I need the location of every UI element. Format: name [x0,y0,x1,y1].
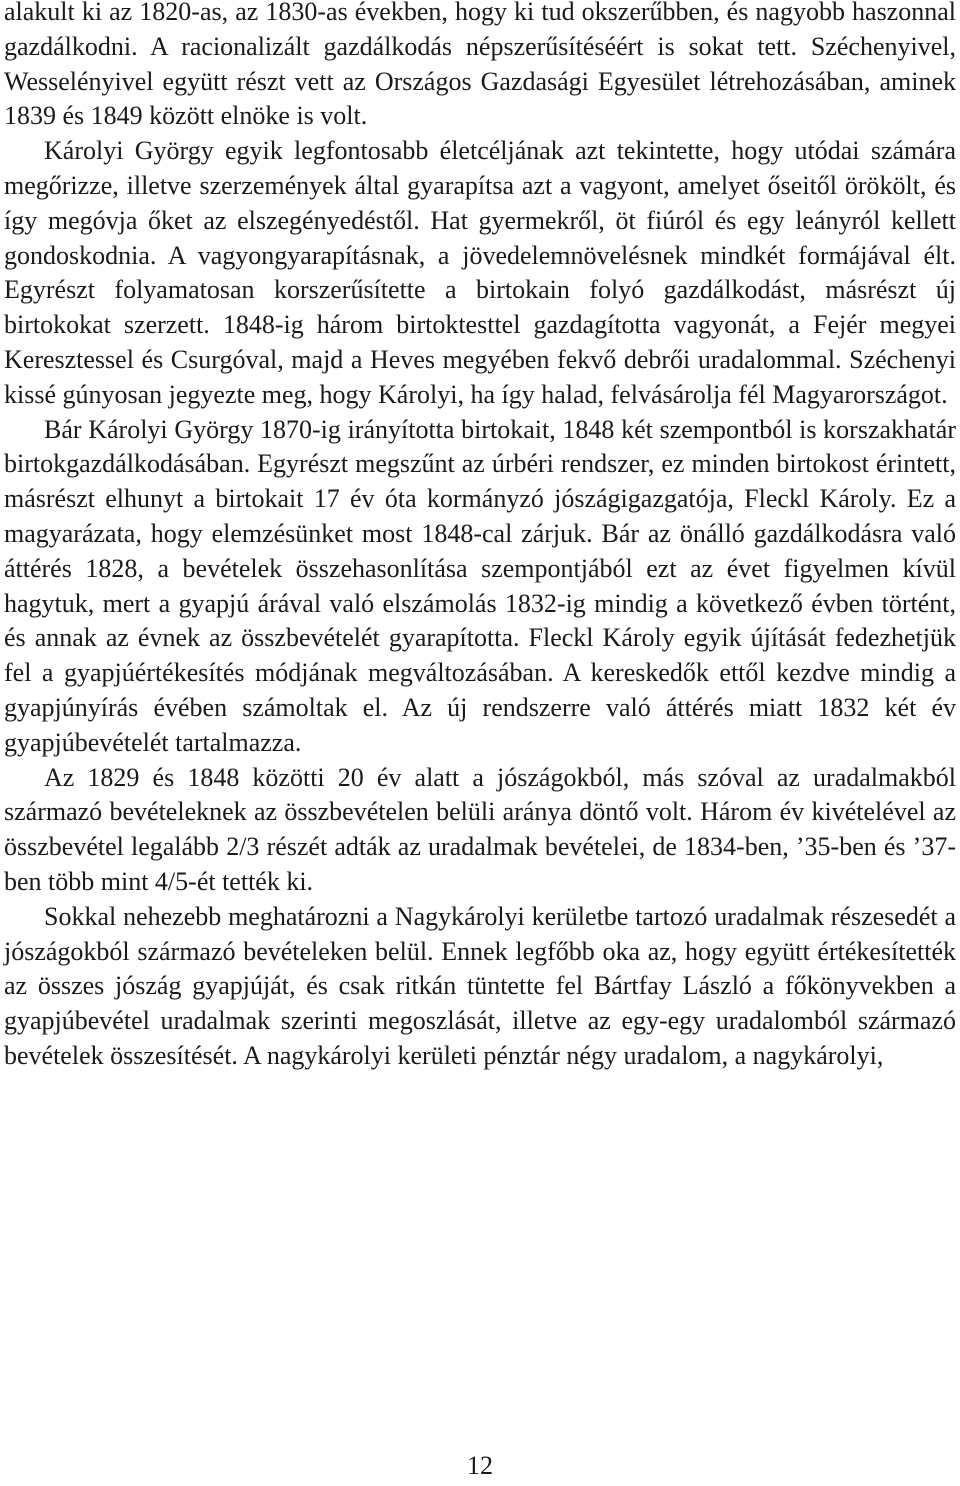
paragraph-4: Az 1829 és 1848 közötti 20 év alatt a jószágokból, más szóval az uradalmakból származó bevételeknek az összbevételen belüli aránya döntő volt. Három év kivételével az összbevétel legalább 2/3 részét adták az uradalmak bevételei, de 1834-ben, ’35-ben és ’37-ben több mint 4/5-ét tették ki. [4,762,956,896]
page-number: 12 [467,1451,493,1480]
paragraph-5: Sokkal nehezebb meghatározni a Nagykárolyi kerületbe tartozó uradalmak részesedét a jószágokból származó bevételeken belül. Ennek legfőbb oka az, hogy együtt értékesítették az összes jószág gyapjúját, és csak ritkán tüntette fel Bártfay László a főkönyvekben a gyapjúbevétel uradalmak szerinti megoszlását, illetve az egy-egy uradalomból származó bevételek összesítését. A nagykárolyi kerületi pénztár négy uradalom, a nagykárolyi, [4,901,956,1070]
paragraph-1: alakult ki az 1820-as, az 1830-as években, hogy ki tud okszerűbben, és nagyobb haszonnal gazdálkodni. A racionalizált gazdálkodás népszerűsítéséért is sokat tett. Széchenyivel, Wesselényivel együtt részt vett az Országos Gazdasági Egyesület létrehozásában, aminek 1839 és 1849 között elnöke is volt. [4,0,956,131]
document-page [4,0,956,1074]
paragraph-3: Bár Károlyi György 1870-ig irányította birtokait, 1848 két szempontból is korszakhatár birtokgazdálkodásában. Egyrészt megszűnt az úrbéri rendszer, ez minden birtokost érintett, másrészt elhunyt a birtokait 17 év óta kormányzó jószágigazgatója, Fleckl Károly. Ez a magyarázata, hogy elemzésünket most 1848-cal zárjuk. Bár az önálló gazdálkodásra való áttérés 1828, a bevételek összehasonlítása szempontjából ezt az évet figyelmen kívül hagytuk, mert a gyapjú árával való elszámolás 1832-ig mindig a következő évben történt, és annak az évnek az összbevételét gyarapította. Fleckl Károly egyik újítását fedezhetjük fel a gyapjúértékesítés módjának megváltozásában. A kereskedők ettől kezdve mindig a gyapjúnyírás évében számoltak el. Az új rendszerre való áttérés miatt 1832 két év gyapjúbevételét tartalmazza. [4,414,956,757]
paragraph-2: Károlyi György egyik legfontosabb életcéljának azt tekintette, hogy utódai számára megőrizze, illetve szerzemények által gyarapítsa azt a vagyont, amelyet őseitől örökölt, és így megóvja őket az elszegényedéstől. Hat gyermekről, öt fiúról és egy leányról kellett gondoskodnia. A vagyongyarapításnak, a jövedelemnövelésnek mindkét formájával élt. Egyrészt folyamatosan korszerűsítette a birtokain folyó gazdálkodást, másrészt új birtokokat szerzett. 1848-ig három birtoktesttel gazdagította vagyonát, a Fejér megyei Keresztessel és Csurgóval, majd a Heves megyében fekvő debrői uradalommal. Széchenyi kissé gúnyosan jegyezte meg, hogy Károlyi, ha így halad, felvásárolja fél Magyarországot. [4,136,956,409]
